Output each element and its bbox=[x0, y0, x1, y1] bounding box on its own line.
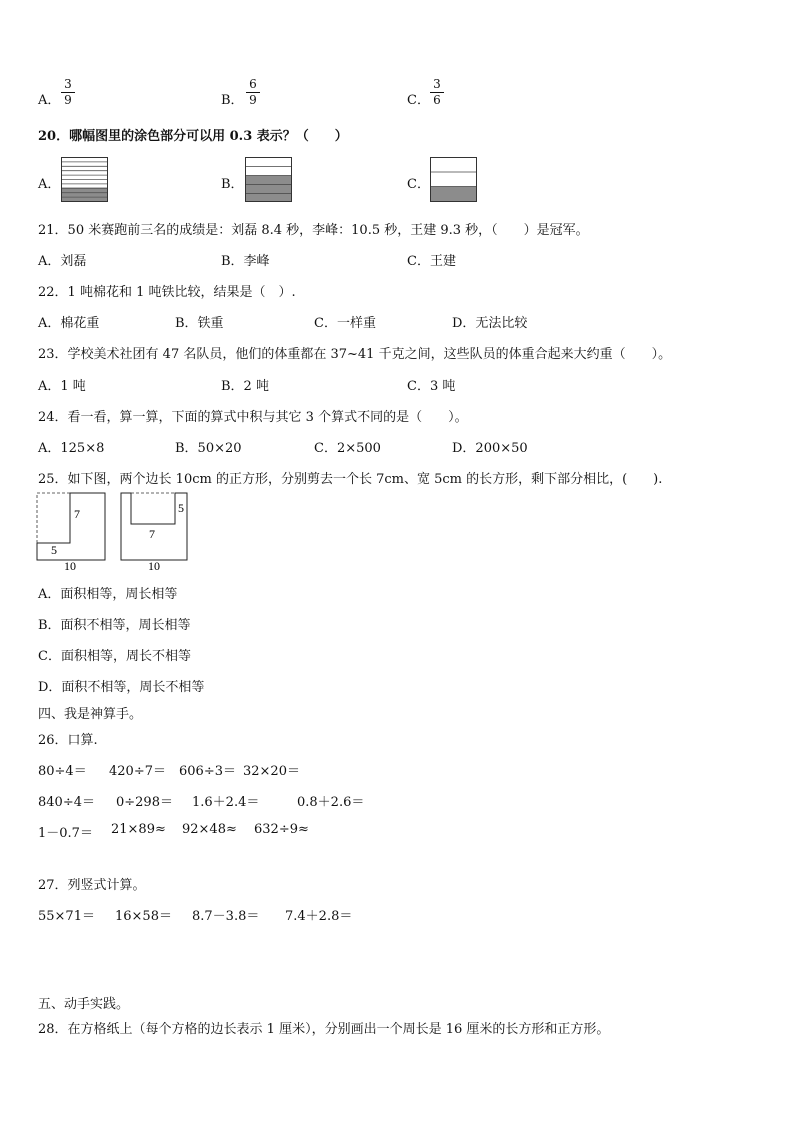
q25-fig1-bottom-label: 5 bbox=[51, 543, 57, 557]
q26-row1-item2: 420÷7＝ bbox=[109, 764, 166, 779]
q19-b-label: B． bbox=[221, 93, 244, 108]
q26-row2-item4: 0.8＋2.6＝ bbox=[297, 795, 365, 810]
q21-option-a[interactable]: A．刘磊 bbox=[38, 254, 87, 269]
q20-option-c-label[interactable]: C． bbox=[407, 177, 430, 192]
q20-figure-a bbox=[61, 157, 109, 203]
q28-stem: 28．在方格纸上（每个方格的边长表示 1 厘米），分别画出一个周长是 16 厘米的长方形和正方形。 bbox=[38, 1022, 610, 1037]
q25-fig2-inner-label: 7 bbox=[149, 527, 155, 541]
q25-figure-2 bbox=[119, 490, 193, 572]
q27-row1-item2: 16×58＝ bbox=[115, 909, 172, 924]
q20-stem: 20．哪幅图里的涂色部分可以用 0.3 表示？（ ） bbox=[38, 129, 348, 144]
q19-b-fraction: $\frac{6}{9}$ bbox=[246, 78, 260, 107]
q25-option-a[interactable]: A．面积相等，周长相等 bbox=[38, 587, 178, 602]
q26-stem: 26．口算. bbox=[38, 733, 98, 748]
q23-option-c[interactable]: C．3 吨 bbox=[407, 379, 456, 394]
q26-row1-item4: 32×20＝ bbox=[243, 764, 300, 779]
q19-a-label: A． bbox=[38, 93, 61, 108]
q25-option-b[interactable]: B．面积不相等，周长相等 bbox=[38, 618, 191, 633]
q26-row2-item1: 840÷4＝ bbox=[38, 795, 95, 810]
q24-option-c[interactable]: C．2×500 bbox=[314, 441, 381, 456]
q27-row1-item4: 7.4＋2.8＝ bbox=[285, 909, 353, 924]
q19-a-fraction: $\frac{3}{9}$ bbox=[61, 78, 75, 107]
q19-option-b[interactable] bbox=[221, 89, 244, 108]
q22-option-a[interactable]: A．棉花重 bbox=[38, 316, 100, 331]
q22-option-d[interactable]: D．无法比较 bbox=[452, 316, 528, 331]
q21-stem: 21．50 米赛跑前三名的成绩是：刘磊 8.4 秒，李峰：10.5 秒，王建 9.3 秒，（ ）是冠军。 bbox=[38, 223, 589, 238]
q21-option-b[interactable]: B．李峰 bbox=[221, 254, 270, 269]
q25-figure-1 bbox=[36, 490, 110, 572]
q25-fig2-side-label: 5 bbox=[178, 501, 184, 515]
q24-option-d[interactable]: D．200×50 bbox=[452, 441, 528, 456]
q24-option-a[interactable]: A．125×8 bbox=[38, 441, 105, 456]
q19-c-label: C． bbox=[407, 93, 430, 108]
q25-stem: 25．如下图，两个边长 10cm 的正方形，分别剪去一个长 7cm、宽 5cm 的长方形，剩下部分相比，( ). bbox=[38, 472, 663, 487]
q19-option-c[interactable] bbox=[407, 89, 430, 108]
q25-fig1-base-label: 10 bbox=[64, 559, 76, 572]
section-5-title: 五、动手实践。 bbox=[38, 997, 130, 1012]
q23-stem: 23．学校美术社团有 47 名队员，他们的体重都在 37~41 千克之间，这些队员的体重合起来大约重（ ）。 bbox=[38, 347, 672, 362]
q21-option-c[interactable]: C．王建 bbox=[407, 254, 456, 269]
q26-row1-item1: 80÷4＝ bbox=[38, 764, 87, 779]
q22-option-c[interactable]: C．一样重 bbox=[314, 316, 376, 331]
q25-option-c[interactable]: C．面积相等，周长不相等 bbox=[38, 649, 191, 664]
q22-option-b[interactable]: B．铁重 bbox=[175, 316, 224, 331]
q26-row3-item4: 632÷9≈ bbox=[254, 822, 309, 837]
q27-stem: 27．列竖式计算。 bbox=[38, 878, 146, 893]
q23-option-b[interactable]: B．2 吨 bbox=[221, 379, 269, 394]
section-4-title: 四、我是神算手。 bbox=[38, 707, 143, 722]
q24-stem: 24．看一看，算一算，下面的算式中积与其它 3 个算式不同的是（ ）。 bbox=[38, 410, 468, 425]
q25-option-d[interactable]: D．面积不相等，周长不相等 bbox=[38, 680, 205, 695]
q26-row3-item1: 1－0.7＝ bbox=[38, 826, 93, 841]
q20-option-b-label[interactable]: B． bbox=[221, 177, 244, 192]
q26-row3-item2: 21×89≈ bbox=[111, 822, 166, 837]
q26-row2-item2: 0÷298＝ bbox=[116, 795, 173, 810]
q22-stem: 22．1 吨棉花和 1 吨铁比较，结果是（ ）. bbox=[38, 285, 296, 300]
q19-option-a[interactable] bbox=[38, 89, 60, 108]
q25-fig1-side-label: 7 bbox=[74, 507, 80, 521]
q26-row1-item3: 606÷3＝ bbox=[179, 764, 236, 779]
q24-option-b[interactable]: B．50×20 bbox=[175, 441, 242, 456]
q20-option-a-label[interactable]: A． bbox=[38, 177, 61, 192]
q19-c-fraction: $\frac{3}{6}$ bbox=[430, 78, 444, 107]
q20-figure-c bbox=[430, 157, 478, 203]
q26-row3-item3: 92×48≈ bbox=[182, 822, 237, 837]
q25-fig2-base-label: 10 bbox=[148, 559, 160, 572]
q27-row1-item1: 55×71＝ bbox=[38, 909, 95, 924]
q20-figure-b bbox=[245, 157, 293, 203]
q23-option-a[interactable]: A．1 吨 bbox=[38, 379, 86, 394]
q26-row2-item3: 1.6＋2.4＝ bbox=[192, 795, 260, 810]
q27-row1-item3: 8.7－3.8＝ bbox=[192, 909, 260, 924]
